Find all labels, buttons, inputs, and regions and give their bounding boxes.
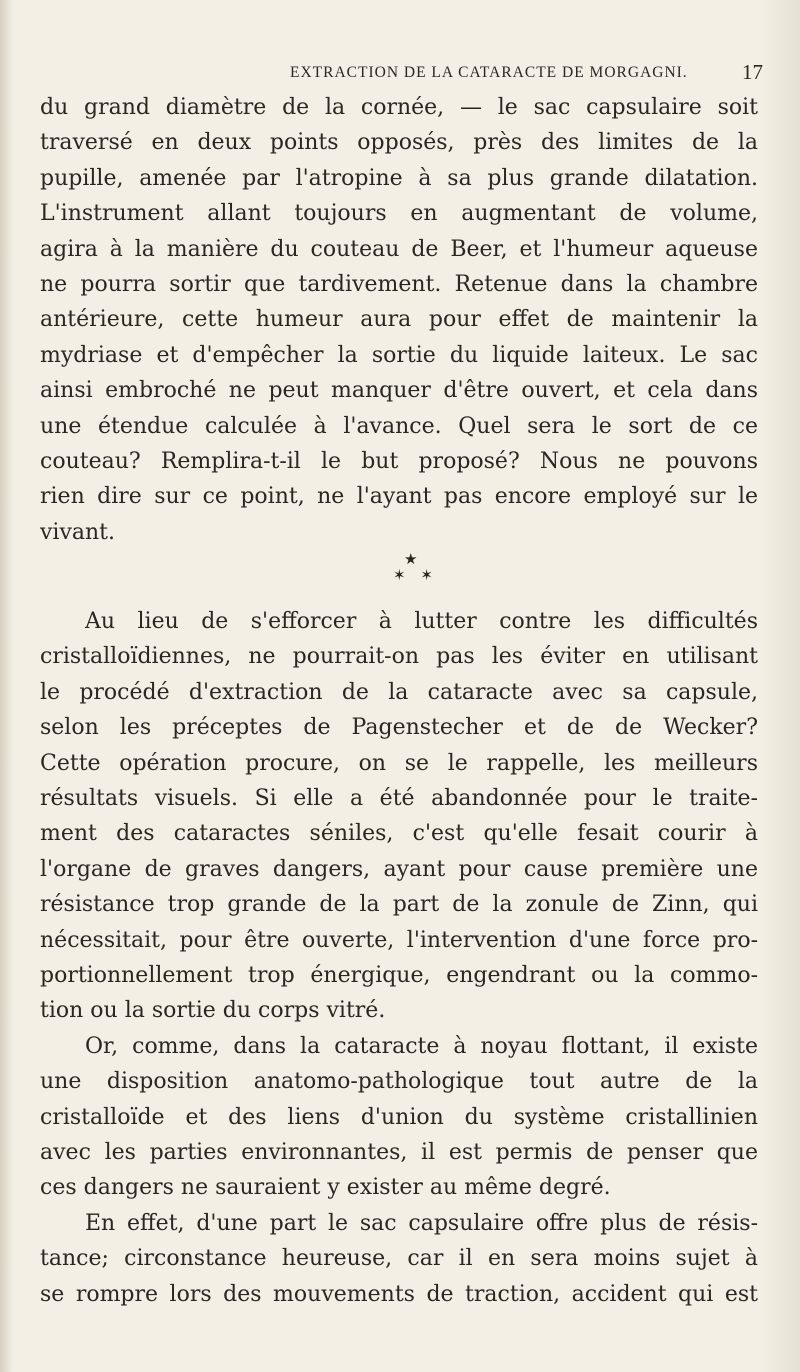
text-line: l'organe de graves dangers, ayant pour cause première une bbox=[40, 856, 758, 882]
paragraph-3 bbox=[40, 1029, 758, 1206]
text-line: nécessitait, pour être ouverte, l'intervention d'une force pro- bbox=[40, 927, 758, 953]
text-line: Au lieu de s'efforcer à lutter contre les difficultés bbox=[85, 609, 758, 635]
text-line: vivant. bbox=[40, 519, 116, 545]
page-body bbox=[40, 90, 758, 1312]
text-line: résultats visuels. Si elle a été abandonnée pour le traite- bbox=[40, 786, 758, 812]
text-line: cristalloïdiennes, ne pourrait-on pas les éviter en utilisant bbox=[40, 644, 758, 670]
text-line: une disposition anatomo-pathologique tout autre de la bbox=[40, 1069, 758, 1095]
text-line: une étendue calculée à l'avance. Quel sera le sort de ce bbox=[40, 413, 758, 439]
text-line: Cette opération procure, on se le rappelle, les meilleurs bbox=[40, 750, 758, 776]
text-line: Or, comme, dans la cataracte à noyau flottant, il existe bbox=[85, 1033, 758, 1059]
text-line: agira à la manière du couteau de Beer, et l'humeur aqueuse bbox=[40, 236, 758, 262]
page-edge-right bbox=[760, 0, 800, 1372]
paragraph-4 bbox=[40, 1206, 758, 1312]
text-line: le procédé d'extraction de la cataracte avec sa capsule, bbox=[40, 679, 758, 705]
text-line: portionnellement trop énergique, engendrant ou la commo- bbox=[40, 962, 758, 988]
page-number: 17 bbox=[742, 60, 763, 84]
text-line: L'instrument allant toujours en augmentant de volume, bbox=[40, 201, 758, 227]
text-line: En effet, d'une part le sac capsulaire offre plus de résis- bbox=[85, 1210, 758, 1236]
running-title: EXTRACTION DE LA CATARACTE DE MORGAGNI. bbox=[290, 64, 688, 81]
text-line: se rompre lors des mouvements de traction, accident qui est bbox=[40, 1281, 758, 1307]
running-header bbox=[0, 60, 800, 90]
text-line: tion ou la sortie du corps vitré. bbox=[40, 998, 386, 1024]
text-line: tance; circonstance heureuse, car il en sera moins sujet à bbox=[40, 1246, 758, 1272]
text-line: résistance trop grande de la part de la zonule de Zinn, qui bbox=[40, 892, 758, 918]
text-line: avec les parties environnantes, il est permis de penser que bbox=[40, 1139, 758, 1165]
asterism-stars-bottom: ✶ ✶ bbox=[393, 566, 438, 585]
paragraph-1 bbox=[40, 90, 758, 550]
text-line: cristalloïde et des liens d'union du système cristallinien bbox=[40, 1104, 758, 1130]
text-line: du grand diamètre de la cornée, — le sac capsulaire soit bbox=[40, 95, 758, 120]
text-line: mydriase et d'empêcher la sortie du liquide laiteux. Le sac bbox=[40, 342, 758, 368]
text-line: pupille, amenée par l'atropine à sa plus grande dilatation. bbox=[40, 165, 758, 191]
text-line: traversé en deux points opposés, près des limites de la bbox=[40, 130, 758, 156]
asterism-star-top: ★ bbox=[404, 550, 418, 569]
text-line: couteau? Remplira-t-il le but proposé? Nous ne pouvons bbox=[40, 448, 758, 474]
text-line: ment des cataractes séniles, c'est qu'elle fesait courir à bbox=[40, 821, 758, 847]
section-asterism bbox=[40, 550, 758, 604]
text-line: ces dangers ne sauraient y exister au même degré. bbox=[40, 1175, 611, 1201]
paragraph-2 bbox=[40, 604, 758, 1029]
text-line: ainsi embroché ne peut manquer d'être ouvert, et cela dans bbox=[40, 378, 758, 404]
text-line: rien dire sur ce point, ne l'ayant pas encore employé sur le bbox=[40, 484, 758, 510]
text-line: selon les préceptes de Pagenstecher et de de Wecker? bbox=[40, 715, 758, 741]
page-edge-left bbox=[0, 0, 14, 1372]
text-line: ne pourra sortir que tardivement. Retenue dans la chambre bbox=[40, 271, 758, 297]
text-line: antérieure, cette humeur aura pour effet de maintenir la bbox=[40, 307, 758, 333]
